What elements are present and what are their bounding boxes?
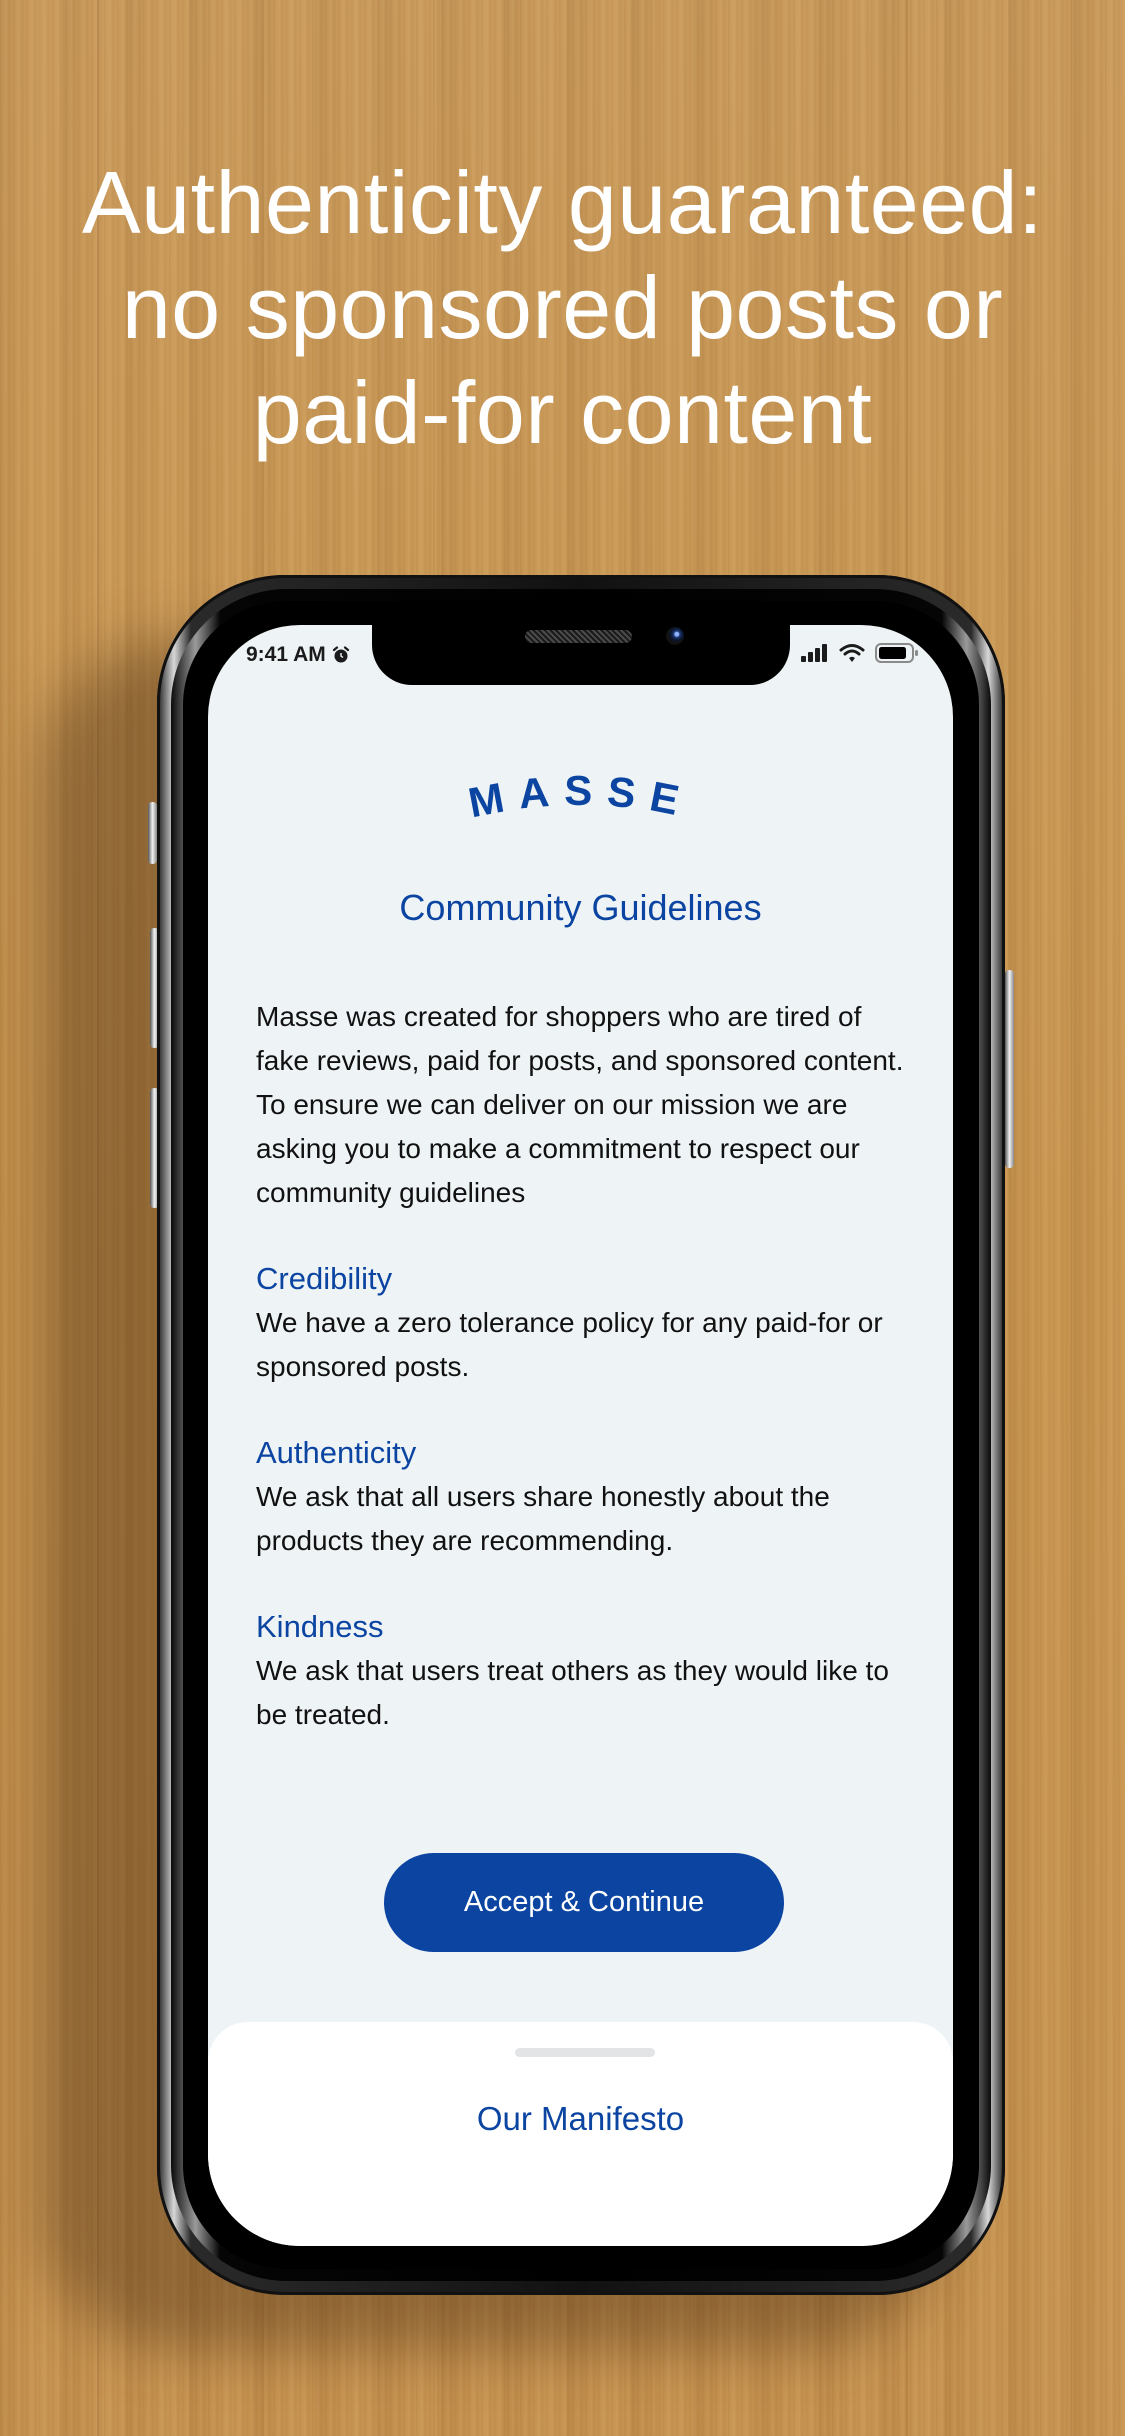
headline-line-3: paid-for content — [252, 363, 873, 462]
section-authenticity — [256, 1431, 916, 1563]
status-bar-right — [801, 643, 919, 663]
section-kindness — [256, 1605, 916, 1737]
headline-line-1: Authenticity guaranteed: — [81, 153, 1044, 252]
page-title: Community Guidelines — [399, 887, 762, 928]
front-camera — [666, 627, 684, 645]
signal-icon — [801, 644, 829, 662]
mute-switch — [148, 802, 157, 864]
battery-icon — [875, 643, 919, 663]
section-heading: Kindness — [256, 1609, 384, 1644]
alarm-icon — [332, 646, 350, 664]
accept-continue-button[interactable]: Accept & Continue — [384, 1853, 784, 1952]
bottom-sheet[interactable] — [208, 2022, 953, 2246]
section-body: We ask that all users share honestly about the products they are recommending. — [256, 1481, 830, 1556]
guidelines-content — [256, 995, 916, 1737]
section-heading: Credibility — [256, 1261, 393, 1296]
section-heading: Authenticity — [256, 1435, 417, 1470]
promo-headline — [0, 150, 1125, 465]
section-credibility — [256, 1257, 916, 1389]
our-manifesto-link[interactable]: Our Manifesto — [476, 2100, 685, 2137]
intro-text: Masse was created for shoppers who are tired of fake reviews, paid for posts, and sponsored content. To ensure we can deliver on our mission we are asking you to make a commitment to respect our community guidelines — [256, 1001, 904, 1208]
notch — [372, 625, 790, 685]
sheet-drag-handle[interactable] — [515, 2048, 655, 2057]
svg-text:MASSE: MASSE — [464, 766, 697, 827]
status-time: 9:41 AM — [246, 643, 326, 666]
wifi-icon — [839, 643, 865, 663]
headline-line-2: no sponsored posts or — [121, 258, 1004, 357]
phone-screen — [208, 625, 953, 2246]
section-body: We ask that users treat others as they would like to be treated. — [256, 1655, 889, 1730]
power-button — [1005, 970, 1014, 1168]
masse-logo — [208, 760, 953, 840]
section-body: We have a zero tolerance policy for any paid-for or sponsored posts. — [256, 1307, 883, 1382]
speaker-grille — [525, 630, 632, 643]
status-bar-left — [246, 643, 350, 667]
